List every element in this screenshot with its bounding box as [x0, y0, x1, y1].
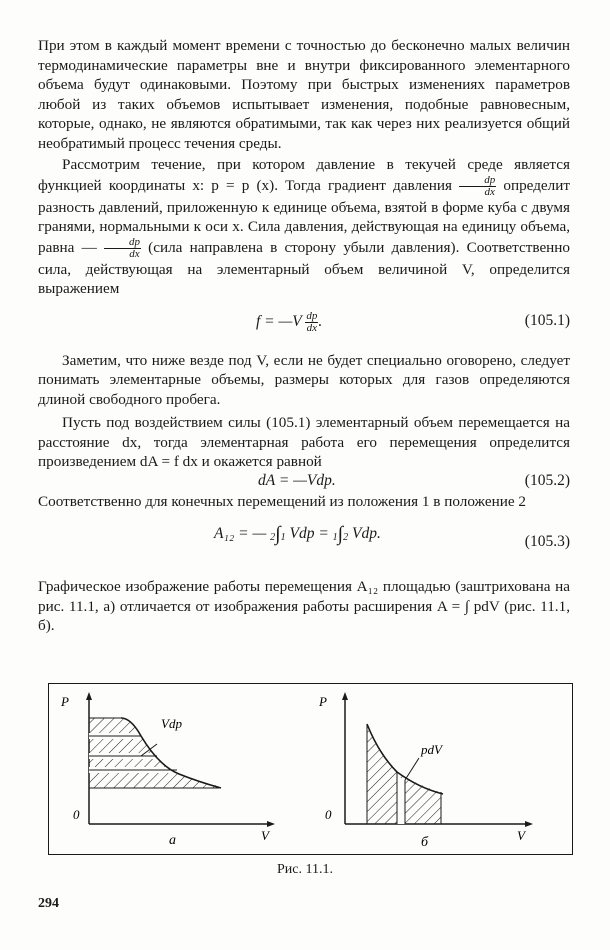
label-p-b: P — [319, 694, 327, 709]
label-origin-b: 0 — [325, 807, 332, 822]
v-axis-arrow-b — [525, 821, 533, 827]
fraction-denominator: dx — [129, 247, 140, 260]
v-axis-arrow-a — [267, 821, 275, 827]
paragraph-2-part-a: Рассмотрим течение, при котором давление в текучей среде является функцией координаты x: p = p (x). Тогда градиент давления — [38, 156, 570, 194]
formula-105-2 — [38, 472, 570, 492]
sublabel-b: б — [421, 835, 429, 850]
paragraph-3: Заметим, что ниже везде под V, если не будет специально оговорено, следует понимать элементарные объемы, размеры которых для газов определяются длиной свободного пробега. — [38, 351, 570, 408]
diagram-b — [318, 692, 533, 850]
formula-105-2-number: (105.2) — [524, 471, 570, 489]
integral-1: 2∫1 — [270, 523, 286, 546]
diagram-a — [60, 692, 275, 848]
unshaded-strip-b — [397, 774, 405, 824]
formula-fraction: $\frac{dp}{dx}$ — [306, 309, 318, 334]
formula-105-3 — [38, 511, 570, 573]
sublabel-a: a — [169, 833, 176, 848]
paragraph-2 — [38, 155, 570, 299]
fraction-dp-dx — [459, 175, 496, 198]
label-vdp: Vdp — [161, 716, 182, 731]
fraction-numerator: dp — [104, 237, 141, 249]
fraction-dp-dx-2 — [104, 237, 141, 260]
page-body — [38, 36, 570, 636]
fraction-denominator: dx — [484, 185, 495, 198]
p-axis-arrow-a — [86, 692, 92, 700]
formula-105-3-expression: A₁₂ = — 2∫1 Vdp = 1∫2 Vdp. — [214, 523, 381, 546]
integral-sign: ∫ — [464, 597, 470, 615]
integral-2: 1∫2 — [332, 523, 349, 546]
label-v-a: V — [261, 828, 269, 843]
p-axis-arrow-b — [342, 692, 348, 700]
label-p-a: P — [61, 694, 69, 709]
formula-105-3-number: (105.3) — [524, 533, 570, 550]
paragraph-4: Пусть под воздействием силы (105.1) элементарный объем перемещается на расстояние dx, тогда элементарная работа его перемещения определится произведением dA = f dx и окажется равной — [38, 414, 570, 470]
label-origin-a: 0 — [73, 807, 80, 822]
figure-svg — [49, 684, 572, 854]
formula-105-2-expression: dA = —Vdp. — [258, 471, 336, 489]
label-v-b: V — [517, 828, 525, 843]
formula-105-1 — [38, 303, 570, 343]
figure-11-1 — [48, 683, 573, 855]
paragraph-6: Графическое изображение работы перемещения A₁₂ площадью (заштрихована на рис. 11.1, а) отличается от изображения работы расширения A = ∫ pdV (рис. 11.1, б). — [38, 578, 570, 634]
paragraph-1: При этом в каждый момент времени с точностью до бесконечно малых величин термодинамические параметры вне и внутри фиксированного элементарного объема будут одинаковыми. Поэтому при быстрых изменениях параметров любой из таких объемов испытывает изменения, подобные равновесным, которые, однако, не являются обратимыми, так как через них реализуется общий необратимый процесс течения среды. — [38, 37, 570, 152]
figure-caption: Рис. 11.1. — [277, 862, 333, 877]
formula-105-1-expression: f = —V $\frac{dp}{dx}$ . — [256, 309, 323, 334]
page-number: 294 — [38, 896, 59, 911]
paragraph-2-part-b: определит разность давлений, приложенную к единице объема, взятой в форме куба с двумя гранями, нормальными к оси x. Сила давления, действующая на единицу объема, равна — — [38, 176, 571, 256]
fraction-numerator: dp — [459, 175, 496, 187]
paragraph-2-part-c: (сила направлена в сторону убыли давления). Соответственно сила, действующая на элементарный объем величиной V, определится выражением — [38, 238, 571, 297]
leader-line-b — [405, 758, 419, 780]
label-pdv: pdV — [421, 742, 442, 757]
formula-105-1-number: (105.1) — [524, 311, 570, 329]
paragraph-5: Соответственно для конечных перемещений из положения 1 в положение 2 — [38, 492, 526, 510]
